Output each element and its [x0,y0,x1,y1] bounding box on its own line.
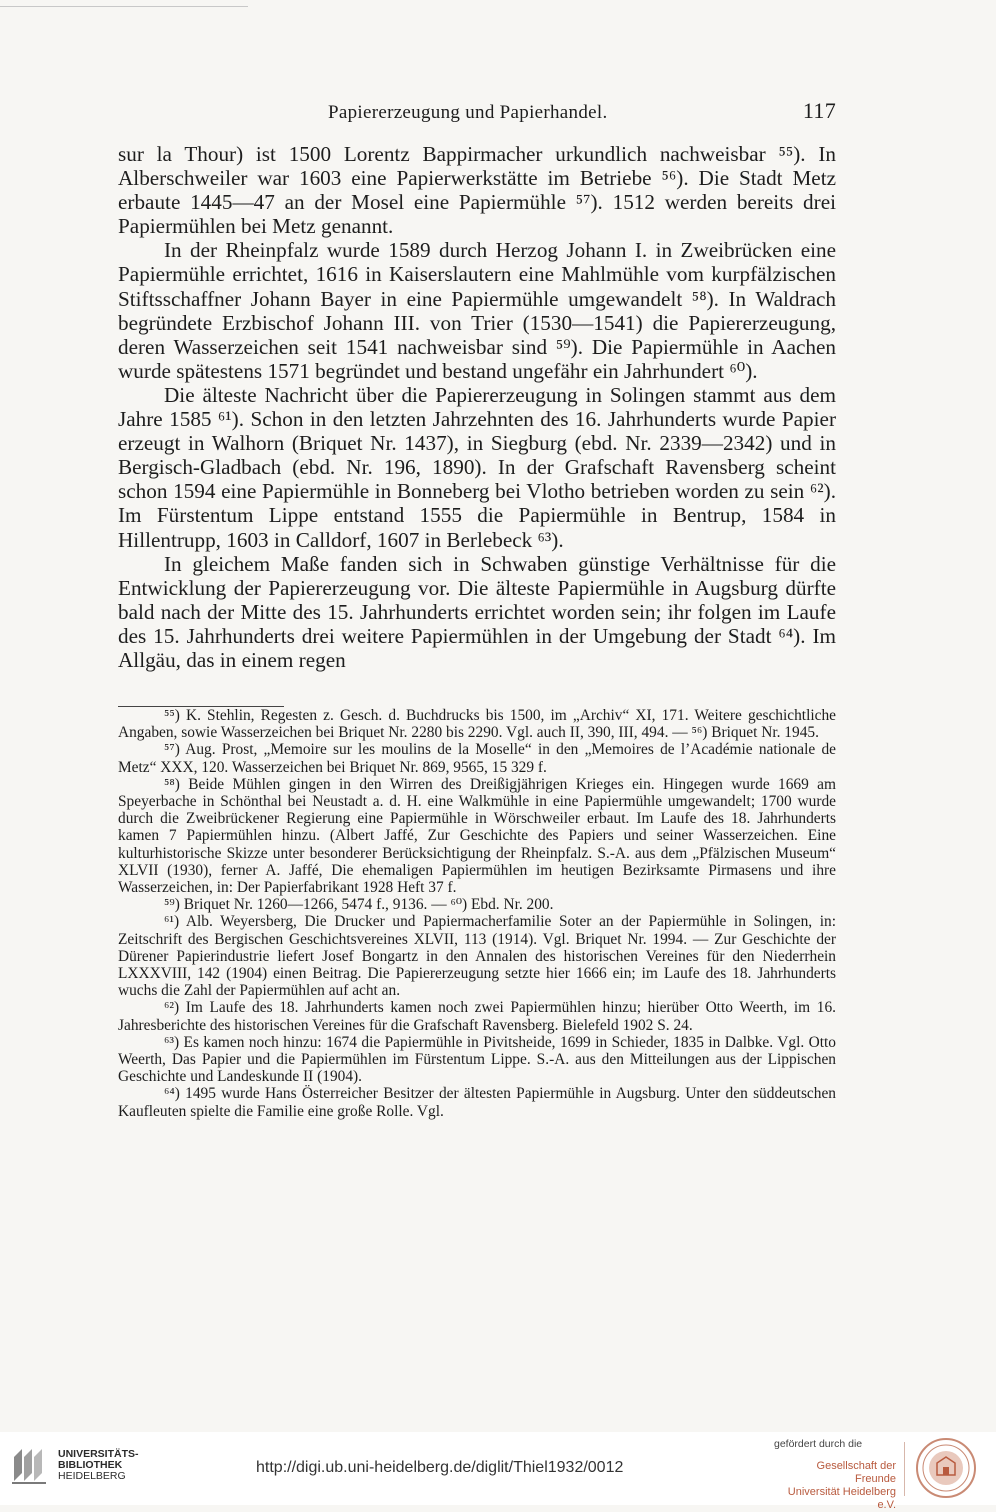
library-name-line: HEIDELBERG [58,1470,126,1482]
footnote: ⁵⁵) K. Stehlin, Regesten z. Gesch. d. Buchdrucks bis 1500, im „Archiv“ XI, 171. Weitere geschichtliche Angaben, sowie Wasserzeichen bei Briquet Nr. 2280 bis 2290. Vgl. auch II, 390, III, 494. — ⁵⁶) Briquet Nr. 1945. [118,707,836,742]
university-seal-icon [915,1437,977,1499]
society-name [774,1460,896,1512]
library-name-line: UNIVERSITÄTS- [58,1448,139,1460]
paragraph: sur la Thour) ist 1500 Lorentz Bappirmacher urkundlich nachweisbar ⁵⁵). In Alberschweiler war 1603 eine Papierwerkstätte im Betriebe ⁵⁶). Die Stadt Metz erbaute 1445—47 an der Mosel eine Papiermühle ⁵⁷). 1512 werden bereits drei Papiermühlen bei Metz genannt. [118,142,836,239]
society-name-line: Gesellschaft der Freunde [816,1460,896,1485]
footnote: ⁶⁴) 1495 wurde Hans Österreicher Besitzer der ältesten Papiermühle in Augsburg. Unter den süddeutschen Kaufleuten spielte die Familie eine große Rolle. Vgl. [118,1085,836,1120]
paragraph: In gleichem Maße fanden sich in Schwaben günstige Verhältnisse für die Entwicklung der Papiererzeugung vor. Die älteste Papiermühle in Augsburg dürfte bald nach der Mitte des 15. Jahrhunderts errichtet worden sein; ihr folgen im Laufe des 15. Jahrhunderts drei weitere Papiermühlen in der Umgebung der Stadt ⁶⁴). Im Allgäu, das in einem regen [118,551,836,672]
library-name-line: BIBLIOTHEK [58,1459,123,1471]
permalink-url[interactable]: http://digi.ub.uni-heidelberg.de/diglit/Thiel1932/0012 [256,1459,624,1476]
footer-bar [0,1432,996,1511]
main-text [118,142,836,672]
footnotes [118,707,836,1120]
footnote: ⁶³) Es kamen noch hinzu: 1674 die Papiermühle in Pivitsheide, 1699 in Schieder, 1835 in Dalbke. Vgl. Otto Weerth, Das Papier und die Papiermühlen im Fürstentum Lippe. S.-A. aus den Mitteilungen aus der Lippischen Geschichte und Landeskunde II (1904). [118,1033,836,1086]
top-edge-rule [0,6,248,7]
paragraph: In der Rheinpfalz wurde 1589 durch Herzog Johann I. in Zweibrücken eine Papiermühle errichtet, 1616 in Kaiserslautern eine Mahlmühle vom kurpfälzischen Stiftsschaffner Johann Bayer in eine Papiermühle umgewandelt ⁵⁸). In Waldrach begründete Erzbischof Johann III. von Trier (1530—1541) die Papiererzeugung, deren Wasserzeichen seit 1541 nachweisbar sind ⁵⁹). Die Papiermühle in Aachen wurde spätestens 1571 begründet und bestand ungefähr ein Jahrhundert ⁶⁰). [118,238,836,383]
support-label: gefördert durch die [774,1438,863,1450]
page-number: 117 [802,98,836,123]
page-title: Papiererzeugung und Papierhandel. [328,102,608,123]
society-name-line: Universität Heidelberg e.V. [787,1486,896,1511]
footnote: ⁵⁸) Beide Mühlen gingen in den Wirren des Dreißigjährigen Krieges ein. Hingegen wurde 1669 am Speyerbache in Schönthal bei Neustadt a. d. H. eine Walkmühle in eine Papiermühle umgewandelt; 1700 wurde durch die Zweibrückener Regierung eine Papiermühle in Wörschweiler erbaut. Im Laufe des 18. Jahrhunderts kamen 7 Papiermühlen hinzu. (Albert Jaffé, Zur Geschichte des Papiers und seiner Wasserzeichen. Eine kulturhistorische Skizze unter besonderer Berücksichtigung der Rheinpfalz. S.-A. aus dem „Pfälzischen Museum“ XLVII (1930), ferner A. Jaffé, Die ehemaligen Papiermühlen im heutigen Bezirksamte Pirmasens und ihre Wasserzeichen, in: Der Papierfabrikant 1928 Heft 37 f. [118,775,836,897]
footnote: ⁶²) Im Laufe des 18. Jahrhunderts kamen noch zwei Papiermühlen hinzu; hierüber Otto Weerth, im 16. Jahresberichte des historischen Vereines für die Grafschaft Ravensberg. Bielefeld 1902 S. 24. [118,999,836,1034]
library-name [58,1449,139,1482]
footnote: ⁶¹) Alb. Weyersberg, Die Drucker und Papiermacherfamilie Soter an der Papiermühle in Solingen, in: Zeitschrift des Bergischen Geschichtsvereines XLVII, 113 (1914). Vgl. Briquet Nr. 1994. — Zur Geschichte der Dürener Papierindustrie liefert Josef Bongartz in den Annalen des historischen Vereines für den Niederrhein LXXXVIII, 142 (1904) einen Beitrag. Die Papiererzeugung setzte hier 1666 ein; im Laufe des 18. Jahrhunderts wuchs die Zahl der Papiermühlen auf acht an. [118,913,836,1000]
footer-divider [904,1442,905,1496]
library-logo-icon [8,1443,54,1489]
footnote: ⁵⁹) Briquet Nr. 1260—1266, 5474 f., 9136. — ⁶⁰) Ebd. Nr. 200. [164,896,554,914]
footnote: ⁵⁷) Aug. Prost, „Memoire sur les moulins de la Moselle“ in den „Memoires de l’Académie nationale de Metz“ XXX, 120. Wasserzeichen bei Briquet Nr. 869, 9565, 15 329 f. [118,741,836,776]
paragraph: Die älteste Nachricht über die Papiererzeugung in Solingen stammt aus dem Jahre 1585 ⁶¹). Schon in den letzten Jahrzehnten des 16. Jahrhunderts wurde Papier erzeugt in Walhorn (Briquet Nr. 1437), in Siegburg (ebd. Nr. 2339—2342) und in Bergisch-Gladbach (ebd. Nr. 196, 1890). In der Grafschaft Ravensberg scheint schon 1594 eine Papiermühle in Bonneberg bei Vlotho betrieben worden zu sein ⁶²). Im Fürstentum Lippe entstand 1555 die Papiermühle in Bentrup, 1584 in Hillentrupp, 1603 in Calldorf, 1607 in Berlebeck ⁶³). [118,382,836,552]
